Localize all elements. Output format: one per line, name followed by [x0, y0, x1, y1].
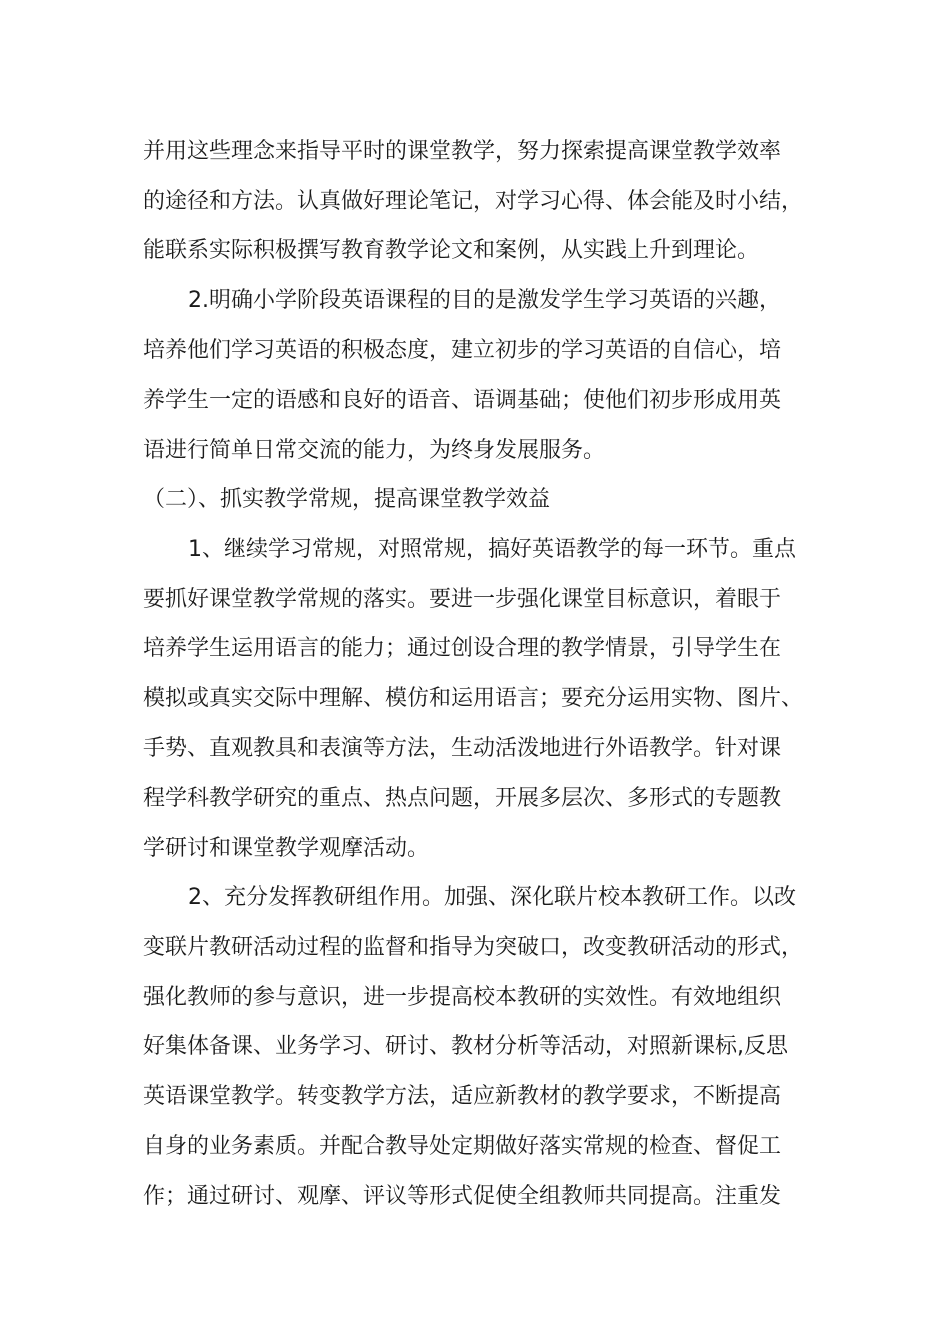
text-line: 强化教师的参与意识，进一步提高校本教研的实效性。有效地组织 [143, 985, 782, 1010]
section-heading: （二）、抓实教学常规，提高课堂教学效益 [143, 487, 551, 512]
text-line: 培养他们学习英语的积极态度，建立初步的学习英语的自信心，培 [143, 338, 782, 363]
paragraph-start-line: 2、充分发挥教研组作用。加强、深化联片校本教研工作。以改 [188, 885, 796, 910]
text-line: 好集体备课、业务学习、研讨、教材分析等活动，对照新课标,反思 [143, 1034, 788, 1059]
text-line: 程学科教学研究的重点、热点问题，开展多层次、多形式的专题教 [143, 786, 782, 811]
paragraph-start-line: 2.明确小学阶段英语课程的目的是激发学生学习英语的兴趣， [188, 288, 781, 313]
paragraph-start-line: 1、继续学习常规，对照常规，搞好英语教学的每一环节。重点 [188, 537, 796, 562]
text-line: 模拟或真实交际中理解、模仿和运用语言；要充分运用实物、图片、 [143, 686, 804, 711]
text-line: 语进行简单日常交流的能力，为终身发展服务。 [143, 438, 606, 463]
text-line: 培养学生运用语言的能力；通过创设合理的教学情景，引导学生在 [143, 636, 782, 661]
text-line: 能联系实际积极撰写教育教学论文和案例，从实践上升到理论。 [143, 238, 760, 263]
text-line: 的途径和方法。认真做好理论笔记，对学习心得、体会能及时小结， [143, 189, 804, 214]
text-line: 并用这些理念来指导平时的课堂教学，努力探索提高课堂教学效率 [143, 139, 782, 164]
text-line: 自身的业务素质。并配合教导处定期做好落实常规的检查、督促工 [143, 1134, 782, 1159]
text-line: 养学生一定的语感和良好的语音、语调基础；使他们初步形成用英 [143, 388, 782, 413]
text-line: 变联片教研活动过程的监督和指导为突破口，改变教研活动的形式， [143, 935, 804, 960]
text-line: 英语课堂教学。转变教学方法，适应新教材的教学要求，不断提高 [143, 1084, 782, 1109]
text-line: 学研讨和课堂教学观摩活动。 [143, 836, 430, 861]
text-line: 作；通过研讨、观摩、评议等形式促使全组教师共同提高。注重发 [143, 1184, 782, 1209]
text-line: 手势、直观教具和表演等方法，生动活泼地进行外语教学。针对课 [143, 736, 782, 761]
text-line: 要抓好课堂教学常规的落实。要进一步强化课堂目标意识，着眼于 [143, 587, 782, 612]
